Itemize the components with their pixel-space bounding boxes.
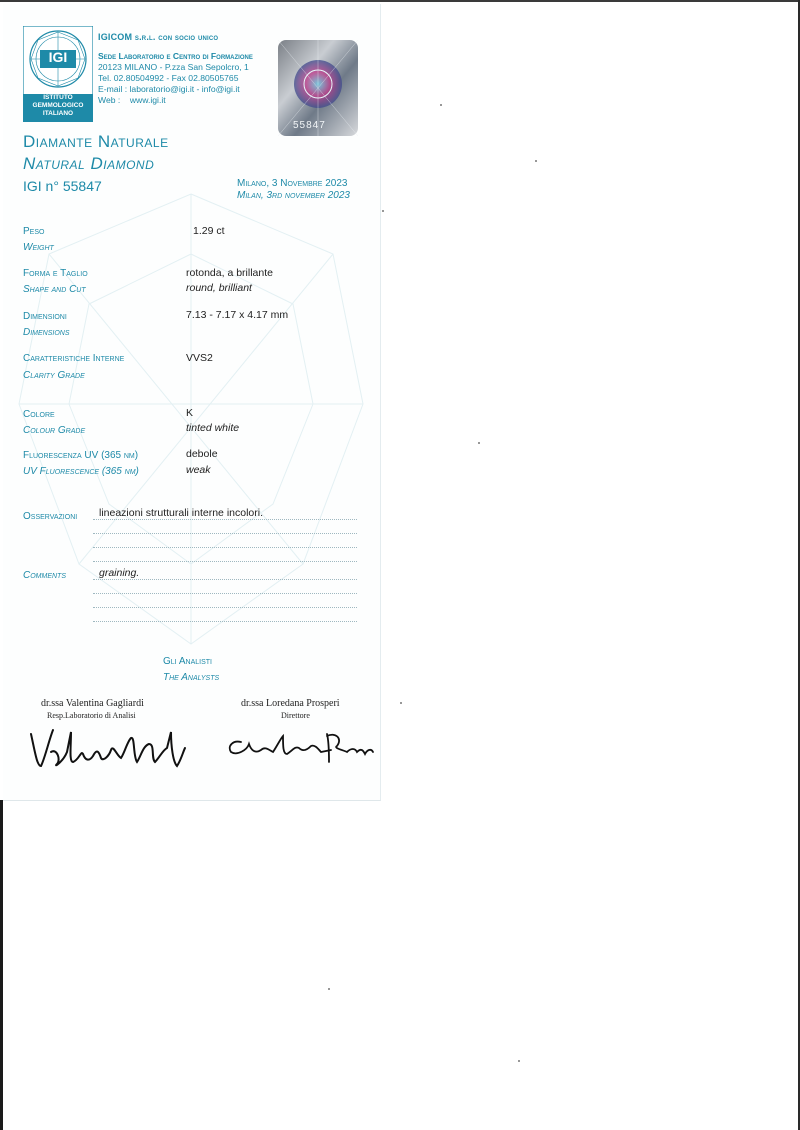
logo-caption	[23, 94, 93, 118]
observations-value: lineazioni strutturali interne incolori.	[99, 507, 263, 519]
scan-left-edge	[0, 800, 3, 1130]
fluorescence-value: debole	[186, 448, 218, 460]
scan-speck	[518, 1060, 520, 1062]
ruled-line	[93, 561, 357, 562]
fluorescence-value-en: weak	[186, 464, 211, 476]
logo-caption-line: ISTITUTO	[43, 94, 73, 101]
weight-label-en: Weight	[23, 242, 54, 253]
shape-label: Forma e Taglio	[23, 268, 88, 279]
dimensions-label: Dimensioni	[23, 311, 67, 322]
shape-value: rotonda, a brillante	[186, 267, 273, 279]
comments-value: graining.	[99, 567, 140, 579]
analysts-title-en: The Analysts	[163, 672, 220, 683]
email-line: E-mail : laboratorio@igi.it - info@igi.it	[98, 84, 240, 94]
fluorescence-label: Fluorescenza UV (365 nm)	[23, 450, 139, 461]
shape-value-en: round, brilliant	[186, 282, 252, 294]
web-line: Web : www.igi.it	[98, 95, 166, 105]
logo-caption-line: ITALIANO	[42, 110, 74, 117]
signature-left	[27, 722, 187, 774]
title-italian: Diamante Naturale	[23, 132, 169, 151]
ruled-line	[93, 607, 357, 608]
analysts-title-it: Gli Analisti	[163, 656, 212, 667]
weight-value: 1.29 ct	[193, 225, 225, 237]
ruled-line	[93, 547, 357, 548]
date-english: Milan, 3rd november 2023	[237, 190, 350, 201]
scan-speck	[478, 442, 480, 444]
scan-top-edge	[0, 0, 800, 2]
phone-line: Tel. 02.80504992 - Fax 02.80505765	[98, 73, 239, 83]
analyst-right-name: dr.ssa Loredana Prosperi	[241, 698, 340, 709]
colour-label: Colore	[23, 409, 55, 420]
clarity-value: VVS2	[186, 352, 213, 364]
certificate	[3, 4, 381, 801]
date-italian: Milano, 3 Novembre 2023	[237, 178, 348, 189]
shape-label-en: Shape and Cut	[23, 284, 86, 295]
colour-value-en: tinted white	[186, 422, 240, 434]
scan-speck	[535, 160, 537, 162]
certificate-number: IGI n° 55847	[23, 178, 102, 194]
analyst-left-role: Resp.Laboratorio di Analisi	[47, 711, 136, 720]
observations-label: Osservazioni	[23, 511, 78, 522]
clarity-label: Caratteristiche Interne	[23, 353, 125, 364]
ruled-line	[93, 579, 357, 580]
ruled-line	[93, 621, 357, 622]
hologram-number: 55847	[293, 120, 326, 131]
scan-speck	[400, 702, 402, 704]
weight-label: Peso	[23, 226, 45, 237]
ruled-line	[93, 533, 357, 534]
address-line: 20123 MILANO - P.zza San Sepolcro, 1	[98, 62, 249, 72]
analyst-right-role: Direttore	[281, 711, 310, 720]
scan-speck	[382, 210, 384, 212]
analyst-left-name: dr.ssa Valentina Gagliardi	[41, 698, 144, 709]
ruled-line	[93, 519, 357, 520]
logo-caption-line: GEMMOLOGICO	[32, 102, 84, 109]
ruled-line	[93, 593, 357, 594]
dimensions-label-en: Dimensions	[23, 327, 70, 338]
fluorescence-label-en: UV Fluorescence (365 nm)	[23, 466, 139, 477]
signature-right	[223, 726, 375, 766]
company-name: IGICOM s.r.l. con socio unico	[98, 32, 219, 42]
colour-label-en: Colour Grade	[23, 425, 86, 436]
title-english: Natural Diamond	[23, 154, 155, 173]
clarity-label-en: Clarity Grade	[23, 370, 85, 381]
dimensions-value: 7.13 - 7.17 x 4.17 mm	[186, 309, 289, 321]
scan-speck	[440, 104, 442, 106]
logo-mark: IGI	[48, 49, 68, 65]
colour-value: K	[186, 407, 194, 419]
comments-label: Comments	[23, 570, 66, 581]
address-line: Sede Laboratorio e Centro di Formazione	[98, 51, 253, 61]
scan-speck	[328, 988, 330, 990]
